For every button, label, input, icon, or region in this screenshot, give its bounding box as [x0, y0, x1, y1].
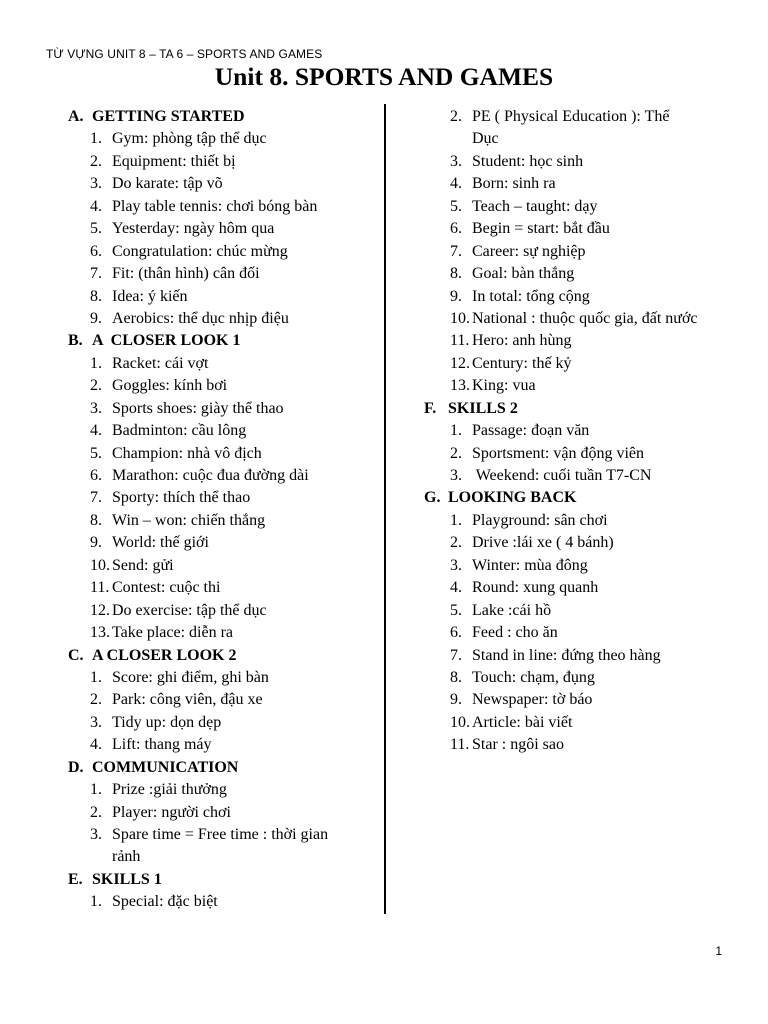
item-number: 10.: [450, 713, 470, 731]
list-item: [68, 443, 328, 465]
list-item: [68, 308, 328, 330]
section-heading: [68, 645, 328, 667]
section-heading: [68, 330, 328, 352]
item-text: Play table tennis: chơi bóng bàn: [112, 197, 318, 215]
item-number: 1.: [90, 781, 102, 799]
item-number: 2.: [90, 377, 102, 395]
list-item: [68, 712, 328, 734]
list-item: [68, 532, 328, 554]
item-text: Park: công viên, đậu xe: [112, 691, 263, 709]
item-number: 5.: [90, 220, 102, 238]
list-item: [428, 420, 698, 442]
item-text: Article: bài viết: [472, 713, 573, 731]
list-item: [428, 510, 698, 532]
list-item: [68, 779, 328, 801]
item-number: 2.: [450, 444, 462, 462]
item-number: 7.: [90, 489, 102, 507]
item-text: Send: gửi: [112, 556, 174, 574]
list-item: [68, 420, 328, 442]
item-text: Idea: ý kiến: [112, 287, 188, 305]
section-letter: G.: [424, 489, 441, 507]
item-text: Career: sự nghiệp: [472, 242, 586, 260]
item-number: 5.: [450, 197, 462, 215]
list-item: [68, 802, 328, 824]
list-item: [68, 398, 328, 420]
item-number: 12.: [450, 354, 470, 372]
section-letter: C.: [68, 646, 84, 664]
item-text: Tidy up: dọn dẹp: [112, 713, 222, 731]
list-item: [428, 645, 698, 667]
item-text: Champion: nhà vô địch: [112, 444, 262, 462]
item-text: World: thế giới: [112, 534, 209, 552]
section-title: A CLOSER LOOK 1: [92, 332, 241, 350]
item-number: 11.: [450, 332, 470, 350]
page-title: Unit 8. SPORTS AND GAMES: [214, 62, 554, 91]
list-item: [428, 106, 698, 128]
item-text: Congratulation: chúc mừng: [112, 242, 288, 260]
item-number: 12.: [90, 601, 110, 619]
column-divider: [384, 104, 386, 914]
section-letter: A.: [68, 108, 84, 125]
item-number: 2.: [450, 108, 462, 125]
item-number: 13.: [450, 377, 470, 395]
item-number: 3.: [450, 467, 462, 484]
list-item: [68, 824, 328, 846]
section-title: COMMUNICATION: [92, 758, 239, 776]
item-number: 2.: [90, 803, 102, 821]
list-item: [428, 196, 698, 218]
list-item: [68, 196, 328, 218]
item-number: 3.: [450, 152, 462, 170]
list-item: [428, 532, 698, 554]
item-number: 5.: [90, 444, 102, 462]
item-number: 13.: [90, 624, 110, 642]
item-text: Racket: cái vợt: [112, 354, 209, 372]
item-number: 11.: [450, 736, 470, 754]
list-item: [428, 308, 698, 330]
item-number: 9.: [450, 691, 462, 709]
item-text: Goggles: kính bơi: [112, 377, 228, 395]
item-number: 8.: [90, 511, 102, 529]
item-text: Winter: mùa đông: [472, 556, 588, 574]
section-title: SKILLS 2: [448, 399, 518, 417]
list-item: [428, 600, 698, 622]
item-text: Century: thế kỷ: [472, 354, 572, 372]
item-number: 1.: [90, 668, 102, 686]
item-text: Star : ngôi sao: [472, 736, 564, 754]
item-text: Teach – taught: dạy: [472, 197, 598, 215]
item-text: Gym: phòng tập thể dục: [112, 130, 267, 148]
item-number: 6.: [450, 624, 462, 642]
item-text: Playground: sân chơi: [472, 511, 608, 529]
item-number: 1.: [90, 893, 102, 911]
item-text: Passage: đoạn văn: [472, 422, 590, 440]
list-item: [68, 353, 328, 375]
section-title: LOOKING BACK: [448, 489, 577, 507]
item-text: Badminton: cầu lông: [112, 422, 247, 440]
item-number: 6.: [450, 220, 462, 238]
item-text: Fit: (thân hình) cân đối: [112, 265, 260, 283]
item-number: 4.: [450, 175, 462, 193]
item-number: 9.: [90, 534, 102, 552]
list-item: [428, 734, 698, 756]
item-number: 3.: [90, 399, 102, 417]
item-text: Spare time = Free time : thời gian: [112, 826, 329, 843]
page-number: 1: [715, 944, 722, 958]
item-number: 4.: [90, 422, 102, 440]
item-number: 10.: [90, 556, 110, 574]
item-number: 6.: [90, 467, 102, 484]
item-text: Newspaper: tờ báo: [472, 691, 593, 709]
item-text: Player: người chơi: [112, 803, 231, 821]
item-number: 3.: [90, 713, 102, 731]
list-item: [428, 712, 698, 734]
item-number: 8.: [450, 668, 462, 686]
item-text: rảnh: [112, 848, 141, 866]
item-text: Touch: chạm, đụng: [472, 668, 595, 686]
list-item: [428, 241, 698, 263]
list-item: [428, 353, 698, 375]
item-number: 4.: [90, 736, 102, 754]
list-item: [68, 600, 328, 622]
item-text: In total: tổng cộng: [472, 287, 590, 305]
list-item: [428, 330, 698, 352]
item-number: 3.: [450, 556, 462, 574]
section-heading: [68, 869, 328, 891]
list-item: [68, 577, 328, 599]
item-text: PE ( Physical Education ): Thể: [472, 108, 670, 125]
list-item: [428, 689, 698, 711]
list-item: [428, 622, 698, 644]
item-number: 7.: [450, 242, 462, 260]
list-item: [428, 151, 698, 173]
item-number: 3.: [90, 826, 102, 843]
list-item: [428, 173, 698, 195]
item-text: Lake :cái hồ: [472, 601, 552, 619]
item-text: Sportsment: vận động viên: [472, 444, 644, 462]
item-text: Yesterday: ngày hôm qua: [112, 220, 275, 238]
item-text: Aerobics: thể dục nhịp điệu: [112, 309, 289, 327]
item-text: Equipment: thiết bị: [112, 152, 236, 170]
list-item: [428, 286, 698, 308]
list-item: [428, 218, 698, 240]
item-number: 11.: [90, 579, 110, 597]
section-heading: [68, 106, 328, 128]
item-text: Round: xung quanh: [472, 579, 599, 597]
item-text: Born: sinh ra: [472, 175, 556, 193]
section-heading: [424, 398, 698, 420]
item-text: Win – won: chiến thắng: [112, 511, 266, 529]
item-text: Prize :giải thưởng: [112, 781, 227, 799]
item-number: 1.: [450, 422, 462, 440]
section-title: SKILLS 1: [92, 870, 162, 888]
list-item: [68, 510, 328, 532]
left-column: [68, 106, 328, 914]
section-heading: [424, 487, 698, 509]
list-item: [68, 555, 328, 577]
list-item: [428, 577, 698, 599]
item-text: Dục: [472, 130, 499, 148]
item-number: 9.: [450, 287, 462, 305]
section-title: A CLOSER LOOK 2: [92, 646, 237, 664]
item-text: Lift: thang máy: [112, 736, 212, 754]
list-item: [68, 241, 328, 263]
item-number: 9.: [90, 309, 102, 327]
list-item: [68, 465, 328, 487]
list-item: [428, 263, 698, 285]
item-text: Feed : cho ăn: [472, 624, 558, 642]
list-item-continuation: [428, 128, 698, 150]
item-number: 8.: [90, 287, 102, 305]
item-text: King: vua: [472, 377, 536, 395]
item-number: 1.: [450, 511, 462, 529]
item-number: 3.: [90, 175, 102, 193]
item-number: 8.: [450, 265, 462, 283]
item-number: 1.: [90, 354, 102, 372]
list-item: [68, 128, 328, 150]
list-item: [428, 667, 698, 689]
item-number: 1.: [90, 130, 102, 148]
section-letter: E.: [68, 870, 83, 888]
list-item: [68, 151, 328, 173]
list-item: [68, 218, 328, 240]
item-text: Score: ghi điểm, ghi bàn: [112, 668, 269, 686]
section-title: GETTING STARTED: [92, 108, 245, 125]
list-item: [428, 375, 698, 397]
item-text: Drive :lái xe ( 4 bánh): [472, 534, 614, 552]
item-text: Weekend: cuối tuần T7-CN: [472, 467, 652, 484]
item-number: 2.: [450, 534, 462, 552]
item-text: Contest: cuộc thi: [112, 579, 221, 597]
item-text: Marathon: cuộc đua đường dài: [112, 467, 309, 484]
item-number: 10.: [450, 309, 470, 327]
item-text: Student: học sinh: [472, 152, 584, 170]
section-letter: B.: [68, 332, 83, 350]
item-text: Sporty: thích thể thao: [112, 489, 251, 507]
item-number: 4.: [90, 197, 102, 215]
item-number: 5.: [450, 601, 462, 619]
item-text: Special: đặc biệt: [112, 893, 218, 911]
list-item: [68, 263, 328, 285]
item-number: 4.: [450, 579, 462, 597]
list-item: [428, 443, 698, 465]
item-number: 6.: [90, 242, 102, 260]
item-text: Take place: diễn ra: [112, 624, 234, 642]
list-item: [428, 465, 698, 487]
list-item: [68, 375, 328, 397]
list-item: [68, 891, 328, 913]
list-item: [68, 689, 328, 711]
item-text: Begin = start: bắt đầu: [472, 220, 610, 238]
right-column: [424, 106, 698, 757]
list-item: [68, 173, 328, 195]
section-letter: F.: [424, 399, 437, 417]
item-text: Do karate: tập võ: [112, 175, 223, 193]
list-item: [428, 555, 698, 577]
list-item: [68, 734, 328, 756]
running-header: TỪ VỰNG UNIT 8 – TA 6 – SPORTS AND GAMES: [46, 47, 323, 61]
list-item: [68, 286, 328, 308]
item-text: Do exercise: tập thể dục: [112, 601, 267, 619]
item-text: Hero: anh hùng: [472, 332, 572, 350]
item-text: Sports shoes: giày thể thao: [112, 399, 284, 417]
list-item: [68, 622, 328, 644]
list-item-continuation: [68, 846, 328, 868]
item-number: 7.: [450, 646, 462, 664]
item-number: 2.: [90, 691, 102, 709]
list-item: [68, 667, 328, 689]
item-number: 2.: [90, 152, 102, 170]
list-item: [68, 487, 328, 509]
item-text: National : thuộc quốc gia, đất nước: [472, 309, 698, 327]
item-text: Stand in line: đứng theo hàng: [472, 646, 661, 664]
section-heading: [68, 757, 328, 779]
item-number: 7.: [90, 265, 102, 283]
item-text: Goal: bàn thắng: [472, 265, 575, 283]
section-letter: D.: [68, 758, 84, 776]
